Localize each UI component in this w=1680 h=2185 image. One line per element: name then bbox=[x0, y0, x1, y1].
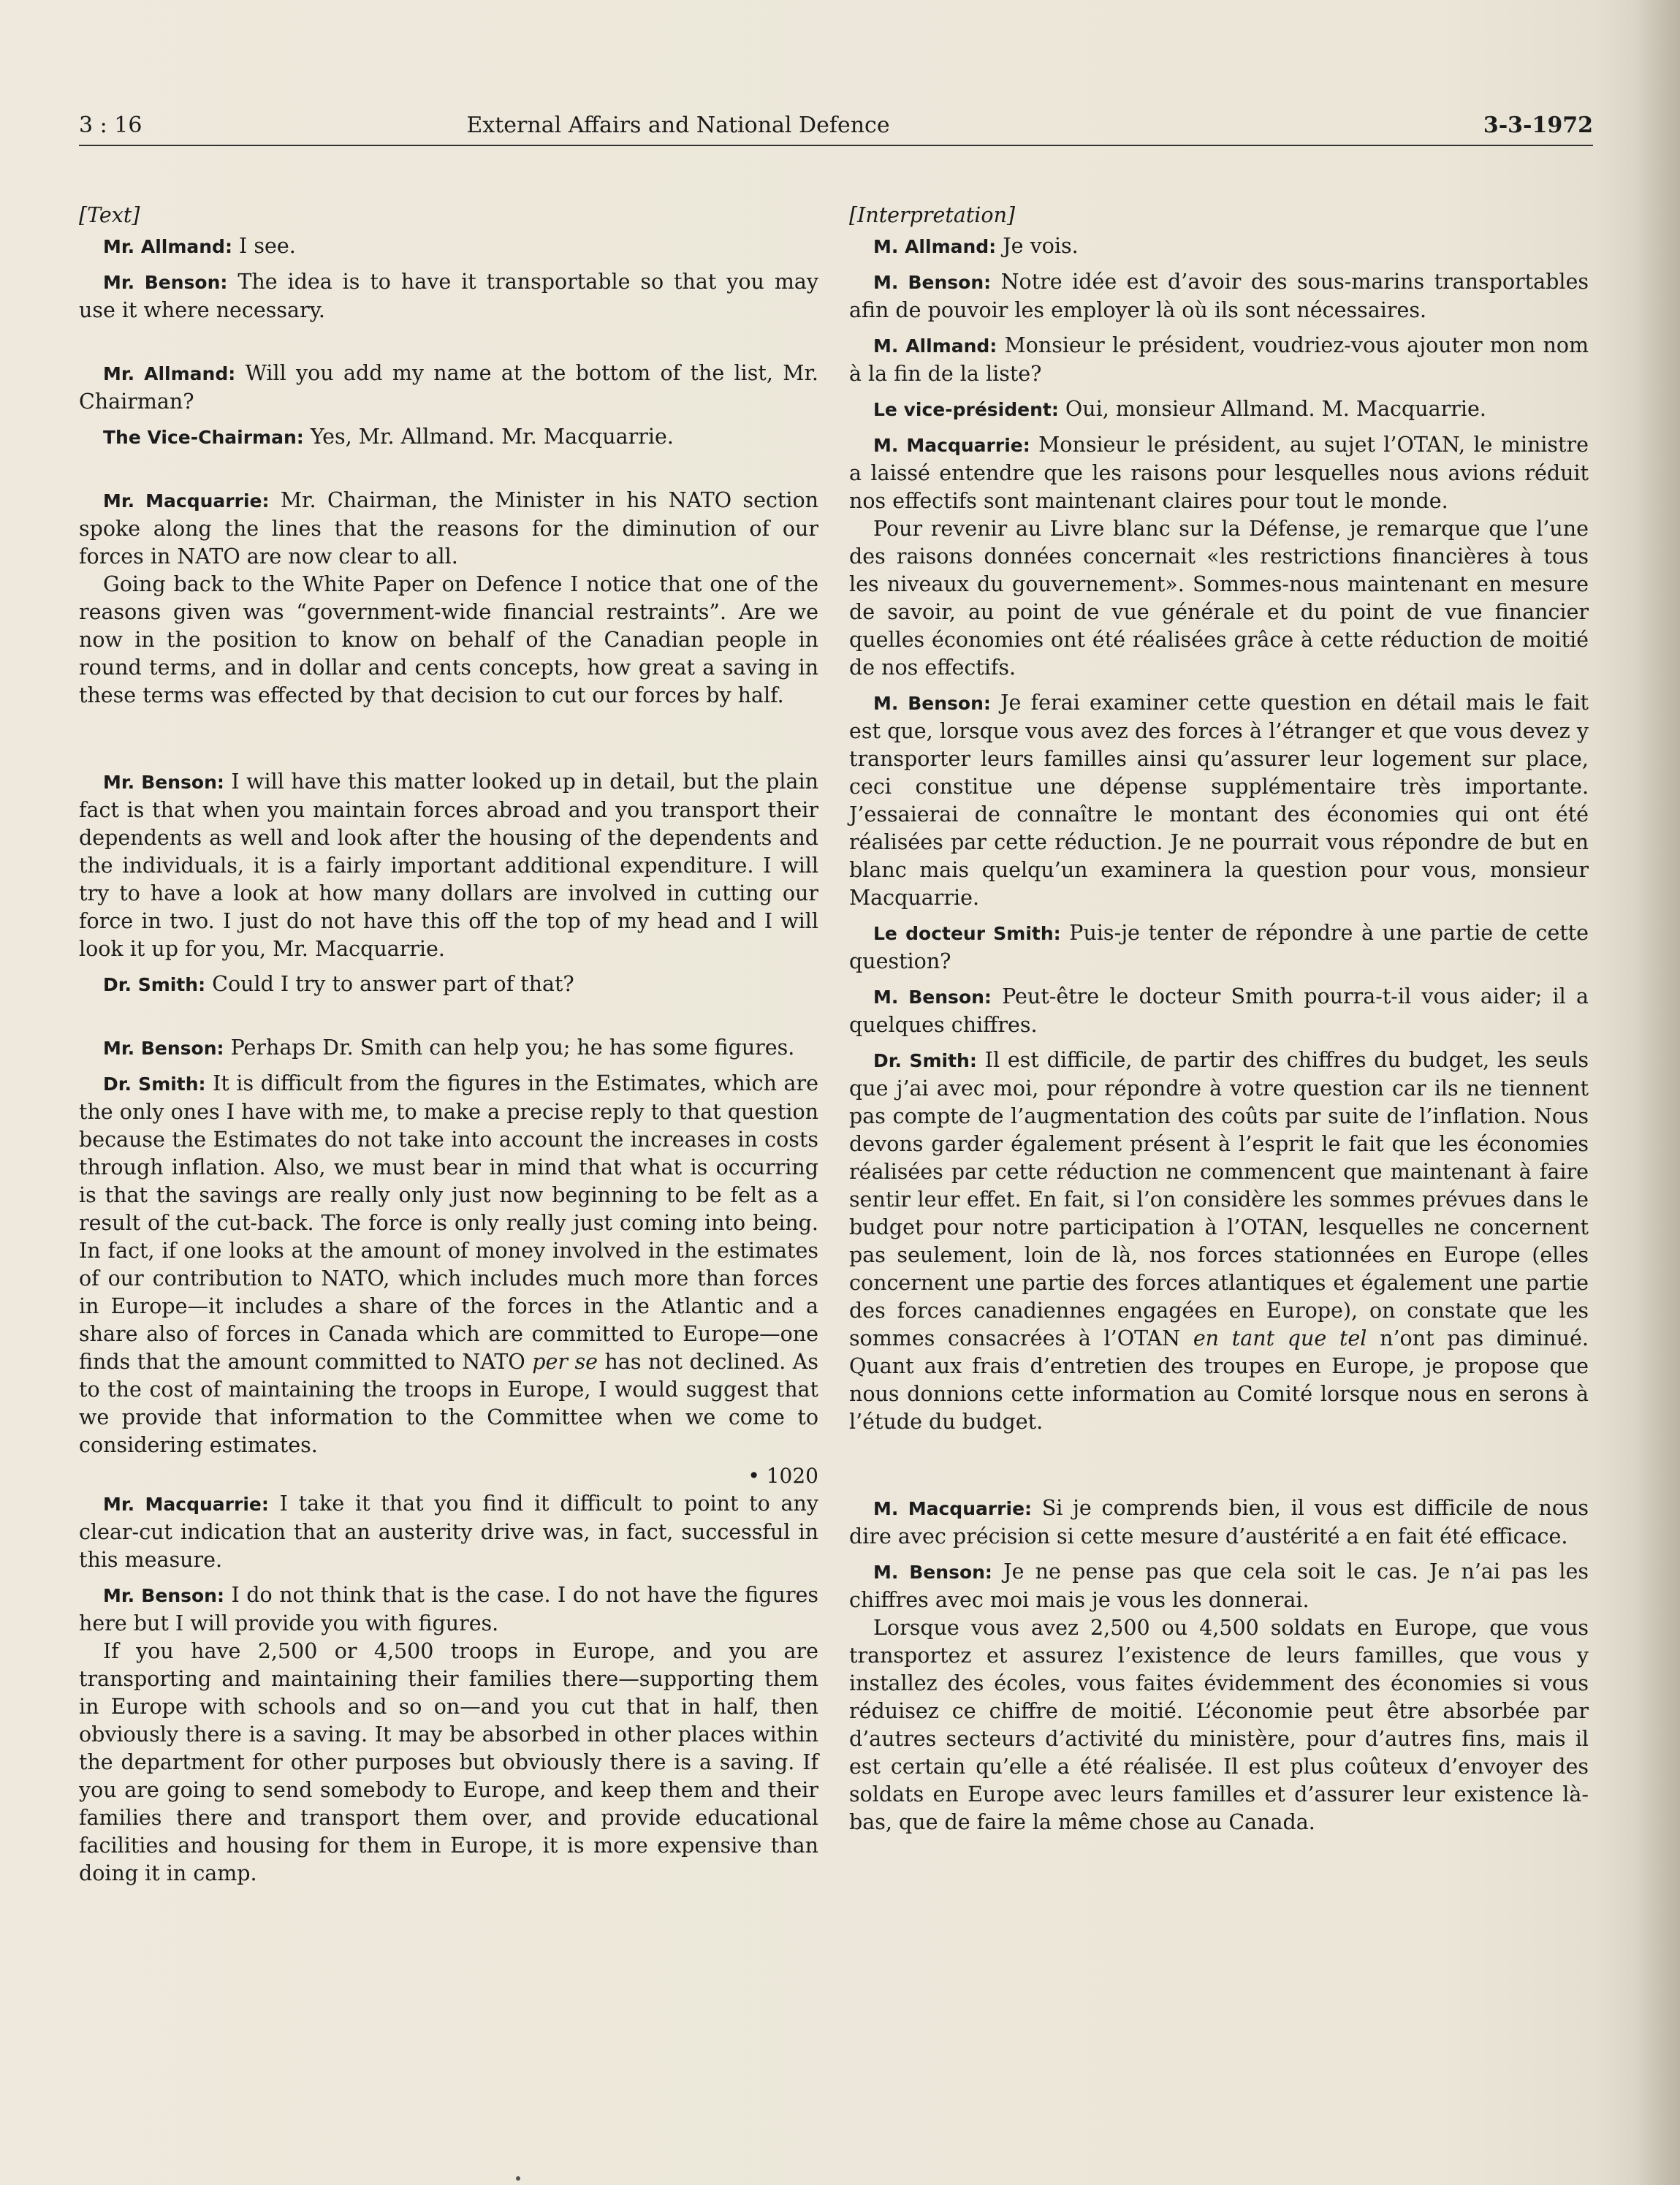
paragraph-text: I do not think that is the case. I do not have the figures here but I will provide you with figures. bbox=[79, 1583, 818, 1635]
paragraph-text: I take it that you find it difficult to point to any clear-cut indication that an austerity drive was, in fact, successful in this measure. bbox=[79, 1492, 819, 1572]
paragraph bbox=[79, 571, 818, 710]
speaker: Mr. Benson: bbox=[103, 272, 228, 293]
time-marker: • 1020 bbox=[748, 1464, 818, 1488]
paragraph bbox=[849, 1494, 1589, 1551]
paragraph-text: Lorsque vous avez 2,500 ou 4,500 soldats en Europe, que vous transportez et assurez l’existence de leurs familles, que vous y installez des écoles, vous faites évidemment des économies si vous réduisez ce chiffre de moitié. L’économie peut être absorbée par d’autres secteurs d’activité du ministère, pour d’autres fins, mais il est certain qu’elle a été réalisée. Il est plus coûteux d’envoyer des soldats en Europe avec leurs familles et d’assurer leur existence là-bas, que de faire la même chose au Canada. bbox=[849, 1616, 1589, 1834]
paragraph-text: Yes, Mr. Allmand. Mr. Macquarrie. bbox=[303, 425, 674, 449]
paragraph-text: Notre idée est d’avoir des sous-marins transportables afin de pouvoir les employer là où ils sont nécessaires. bbox=[849, 270, 1589, 322]
paragraph bbox=[79, 360, 818, 416]
paragraph bbox=[79, 487, 818, 571]
page-number: 3 : 16 bbox=[79, 113, 142, 138]
paragraph bbox=[849, 689, 1589, 912]
print-speck bbox=[516, 2176, 520, 2181]
paragraph-italic: per se bbox=[532, 1350, 598, 1374]
paragraph bbox=[79, 1638, 818, 1888]
speaker: Mr. Allmand: bbox=[103, 236, 232, 257]
paragraph-text: It is difficult from the figures in the Estimates, which are the only ones I have with me, to make a precise reply to that question because the Estimates do not take into account the increases in costs through inflation. Also, we must bear in mind that what is occurring is that the savings are really only just now beginning to be felt as a result of the cut-back. The force is only really just coming into being. In fact, if one looks at the amount of money involved in the estimates of our contribution to NATO, which includes much more than forces in Europe—it includes a share of the forces in the Atlantic and a share also of forces in Canada which are committed to Europe—one finds that the amount committed to NATO bbox=[79, 1071, 818, 1374]
page-edge-shadow bbox=[1636, 0, 1680, 2185]
paragraph bbox=[79, 423, 818, 452]
paragraph bbox=[849, 1046, 1589, 1436]
paragraph bbox=[849, 431, 1589, 515]
paragraph-text: Peut-être le docteur Smith pourra-t-il vous aider; il a quelques chiffres. bbox=[849, 984, 1589, 1037]
paragraph-text: Will you add my name at the bottom of the list, Mr. Chairman? bbox=[79, 361, 818, 414]
paragraph bbox=[849, 983, 1589, 1039]
paragraph-text: Monsieur le président, voudriez-vous ajouter mon nom à la fin de la liste? bbox=[849, 333, 1589, 386]
paragraph-text: If you have 2,500 or 4,500 troops in Europe, and you are transporting and maintaining their families there—supporting them in Europe with schools and so on—and you cut that in half, then obviously there is a saving. It may be absorbed in other places within the department for other purposes but obviously there is a saving. If you are going to send somebody to Europe, and keep them and their families there and transport them over, and provide educational facilities and housing for them in Europe, it is more expensive than doing it in camp. bbox=[79, 1639, 818, 1885]
speaker: Dr. Smith: bbox=[103, 974, 206, 995]
speaker: M. Macquarrie: bbox=[873, 1498, 1033, 1519]
paragraph-text: Puis-je tenter de répondre à une partie de cette question? bbox=[849, 921, 1589, 973]
page-title: External Affairs and National Defence bbox=[466, 113, 890, 138]
paragraph-text: The idea is to have it transportable so that you may use it where necessary. bbox=[79, 270, 818, 322]
paragraph-text: Perhaps Dr. Smith can help you; he has some figures. bbox=[224, 1036, 795, 1060]
paragraph-text: I see. bbox=[232, 234, 296, 258]
paragraph bbox=[849, 395, 1589, 424]
speaker: Mr. Benson: bbox=[103, 1585, 224, 1606]
speaker: M. Benson: bbox=[873, 1562, 992, 1583]
paragraph bbox=[79, 1581, 818, 1638]
french-column bbox=[849, 202, 1589, 1836]
paragraph-text: Pour revenir au Livre blanc sur la Défense, je remarque que l’une des raisons données concernait «les restrictions financières à tous les niveaux du gouvernement». Sommes-nous maintenant en mesure de savoir, au point de vue générale et du point de vue financier quelles économies ont été réalisées grâce à cette réduction de moitié de nos effectifs. bbox=[849, 517, 1589, 680]
paragraph-text: has not declined. As to the cost of maintaining the troops in Europe, I would suggest that we provide that information to the Committee when we come to considering estimates. bbox=[79, 1350, 818, 1457]
paragraph bbox=[79, 1070, 818, 1459]
paragraph bbox=[849, 1558, 1589, 1614]
paragraph-italic: en tant que tel bbox=[1193, 1326, 1367, 1350]
speaker: M. Benson: bbox=[873, 693, 991, 714]
speaker: Mr. Macquarrie: bbox=[103, 1494, 269, 1515]
speaker: Mr. Macquarrie: bbox=[103, 490, 270, 512]
paragraph bbox=[849, 1614, 1589, 1836]
speaker: Le vice-président: bbox=[873, 399, 1059, 420]
paragraph-text: Oui, monsieur Allmand. M. Macquarrie. bbox=[1058, 397, 1486, 421]
paragraph-text: Going back to the White Paper on Defence I notice that one of the reasons given was “government-wide financial restraints”. Are we now in the position to know on behalf of the Canadian people in round terms, and in dollar and cents concepts, how great a saving in these terms was effected by that decision to cut our forces by half. bbox=[79, 572, 818, 707]
speaker: M. Macquarrie: bbox=[873, 435, 1030, 456]
paragraph-text: Mr. Chairman, the Minister in his NATO section spoke along the lines that the reasons for the diminution of our forces in NATO are now clear to all. bbox=[79, 488, 819, 569]
paragraph-text: Could I try to answer part of that? bbox=[205, 972, 574, 996]
paragraph bbox=[79, 268, 818, 324]
section-marker-interpretation: [Interpretation] bbox=[849, 203, 1016, 227]
paragraph-text: Monsieur le président, au sujet l’OTAN, le ministre a laissé entendre que les raisons pour lesquelles nous avions réduit nos effectifs sont maintenant claires pour tout le monde. bbox=[849, 433, 1589, 513]
speaker: M. Benson: bbox=[873, 272, 992, 293]
paragraph bbox=[79, 768, 818, 963]
speaker: M. Allmand: bbox=[873, 236, 997, 257]
speaker: Mr. Benson: bbox=[103, 772, 224, 793]
paragraph-text: Je ne pense pas que cela soit le cas. Je n’ai pas les chiffres avec moi mais je vous les donnerai. bbox=[849, 1559, 1589, 1612]
paragraph bbox=[849, 232, 1589, 261]
paragraph bbox=[79, 1490, 818, 1574]
paragraph-text: Il est difficile, de partir des chiffres du budget, les seuls que j’ai avec moi, pour répondre à votre question car ils ne tiennent pas compte de l’augmentation des coûts par suite de l’inflation. Nous devons garder également présent à l’esprit le fait que les économies réalisées par cette réduction ne commencent que maintenant à faire sentir leur effet. En fait, si l’on considère les sommes prévues dans le budget pour notre participation à l’OTAN, lesquelles ne concernent pas seulement, loin de là, nos forces stationnées en Europe (elles concernent une partie des forces atlantiques et également une partie des forces canadiennes engagées en Europe), on constate que les sommes consacrées à l’OTAN bbox=[849, 1048, 1589, 1350]
paragraph bbox=[849, 268, 1589, 324]
section-marker-text: [Text] bbox=[79, 203, 140, 227]
speaker: Mr. Allmand: bbox=[103, 363, 236, 384]
paragraph-text: Je vois. bbox=[996, 234, 1079, 258]
paragraph bbox=[79, 1034, 818, 1063]
paragraph-text: I will have this matter looked up in detail, but the plain fact is that when you maintain forces abroad and you transport their dependents as well and look after the housing of the dependents and the individuals, it is a fairly important additional expenditure. I will try to have a look at how many dollars are involved in cutting our force in two. I just do not have this off the top of my head and I will look it up for you, Mr. Macquarrie. bbox=[79, 770, 818, 961]
speaker: Dr. Smith: bbox=[103, 1074, 206, 1095]
speaker: Mr. Benson: bbox=[103, 1038, 224, 1059]
page-header bbox=[79, 110, 1593, 146]
paragraph bbox=[849, 332, 1589, 388]
english-column bbox=[79, 202, 818, 1888]
paragraph bbox=[79, 970, 818, 999]
paragraph bbox=[849, 919, 1589, 976]
paragraph bbox=[79, 232, 818, 261]
page-date: 3-3-1972 bbox=[1483, 113, 1593, 138]
speaker: M. Benson: bbox=[873, 987, 992, 1008]
speaker: M. Allmand: bbox=[873, 335, 997, 357]
speaker: Dr. Smith: bbox=[873, 1050, 977, 1071]
paragraph bbox=[849, 515, 1589, 682]
paragraph-text: Si je comprends bien, il vous est difficile de nous dire avec précision si cette mesure d’austérité a en fait été efficace. bbox=[849, 1496, 1589, 1548]
speaker: The Vice-Chairman: bbox=[103, 427, 304, 448]
paragraph-text: n’ont pas diminué. Quant aux frais d’entretien des troupes en Europe, je propose que nous donnions cette information au Comité lorsque nous en serons à l’étude du budget. bbox=[849, 1326, 1589, 1434]
speaker: Le docteur Smith: bbox=[873, 923, 1061, 944]
paragraph-text: Je ferai examiner cette question en détail mais le fait est que, lorsque vous avez des forces à l’étranger et que vous devez y transporter leurs familles ainsi qu’assurer leur logement sur place, ceci constitue une dépense supplémentaire très importante. J’essaierai de connaître le montant des économies qui ont été réalisées par cette réduction. Je ne pourrait vous répondre de but en blanc mais quelqu’un examinera la question pour vous, monsieur Macquarrie. bbox=[849, 691, 1589, 910]
